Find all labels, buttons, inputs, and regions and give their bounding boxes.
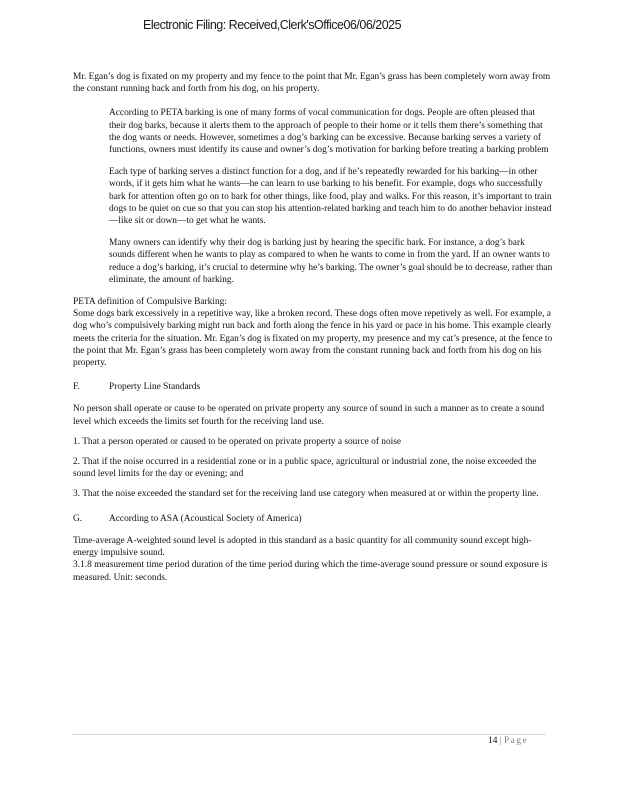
intro-paragraph: Mr. Egan’s dog is fixated on my property and my fence to the point that Mr. Egan’s grass has been completely worn away from the constant running back and forth from his dog, on his property.: [73, 72, 551, 95]
asa-paragraph-1: Time-average A-weighted sound level is adopted in this standard as a basic quantity for all community sound except high-energy impulsive sound.: [73, 535, 532, 559]
compulsive-barking-paragraph: Some dogs bark excessively in a repetitive way, like a broken record. These dogs often move repetively as well. For example, a dog who’s compulsively barking might run back and forth along the fence in his yard or pace in his home. This example clearly meets the criteria for the situation. Mr. Egan’s dog is fixated on my property, my presence and my cat’s presence, at the fence to the point that Mr. Egan’s grass has been completely worn away from the constant running back and forth from his dog on his property.: [73, 309, 553, 369]
peta-quote-paragraph-2: Each type of barking serves a distinct function for a dog, and if he’s repeatedly rewarded for his barking—in other words, if it gets him what he wants—he can learn to use barking to his benefit. For example, dogs who successfully bark for attention often go on to bark for other things, like food, play and walks. For this reason, it’s important to train dogs to be quiet on cue so that you can stop his attention-related barking and teach him to do another behavior instead—like sit or down—to get what he wants.: [109, 167, 552, 227]
asa-paragraph-2: 3.1.8 measurement time period duration of the time period during which the time-average sound pressure or sound exposure is measured. Unit: seconds.: [73, 560, 548, 583]
electronic-filing-header: Electronic Filing: Received,Clerk'sOffice06/06/2025: [143, 18, 402, 32]
page-number: 14: [488, 736, 498, 746]
peta-quote-paragraph-3: Many owners can identify why their dog is barking just by hearing the specific bark. For instance, a dog’s bark sounds different when he wants to play as compared to when he wants to come in from the yard. If an owner wants to reduce a dog’s barking, it’s crucial to determine why he’s barking. The owner’s goal should be to decrease, rather than eliminate, the amount of barking.: [109, 238, 553, 285]
list-item-1: 1. That a person operated or caused to be operated on private property a source of noise: [73, 436, 402, 447]
section-g-heading: [73, 513, 553, 525]
document-body: [73, 71, 553, 584]
peta-quote-paragraph-1: According to PETA barking is one of many forms of vocal communication for dogs. People are often pleased that their dog barks, because it alerts them to the approach of people to their home or it tells them there’s something that the dog wants or needs. However, sometimes a dog’s barking can be excessive. Because barking serves a variety of functions, owners must identify its cause and owner’s dog’s motivation for barking before treating a barking problem: [109, 108, 549, 156]
property-line-rule: No person shall operate or cause to be operated on private property any source of sound in such a manner as to create a sound level which exceeds the limits set fourth for the receiving land use.: [73, 404, 545, 427]
page-label: Page: [503, 736, 529, 746]
section-f-heading: [73, 381, 553, 393]
footer-divider: [72, 734, 546, 735]
footer-separator: |: [499, 736, 502, 746]
peta-quote-block: [73, 107, 553, 286]
list-item-3: 3. That the noise exceeded the standard set for the receiving land use category when measured at or within the property line.: [73, 489, 539, 500]
section-f-title: Property Line Standards: [109, 382, 201, 393]
section-g-title: According to ASA (Acoustical Society of America): [109, 513, 302, 524]
section-g-letter: G.: [73, 513, 83, 524]
section-f-letter: F.: [73, 382, 80, 393]
list-item-2: 2. That if the noise occurred in a residential zone or in a public space, agricultural or industrial zone, the noise exceeded the sound level limits for the day or evening; and: [73, 457, 537, 480]
compulsive-barking-title: PETA definition of Compulsive Barking:: [73, 297, 227, 308]
page-footer: [488, 736, 528, 746]
